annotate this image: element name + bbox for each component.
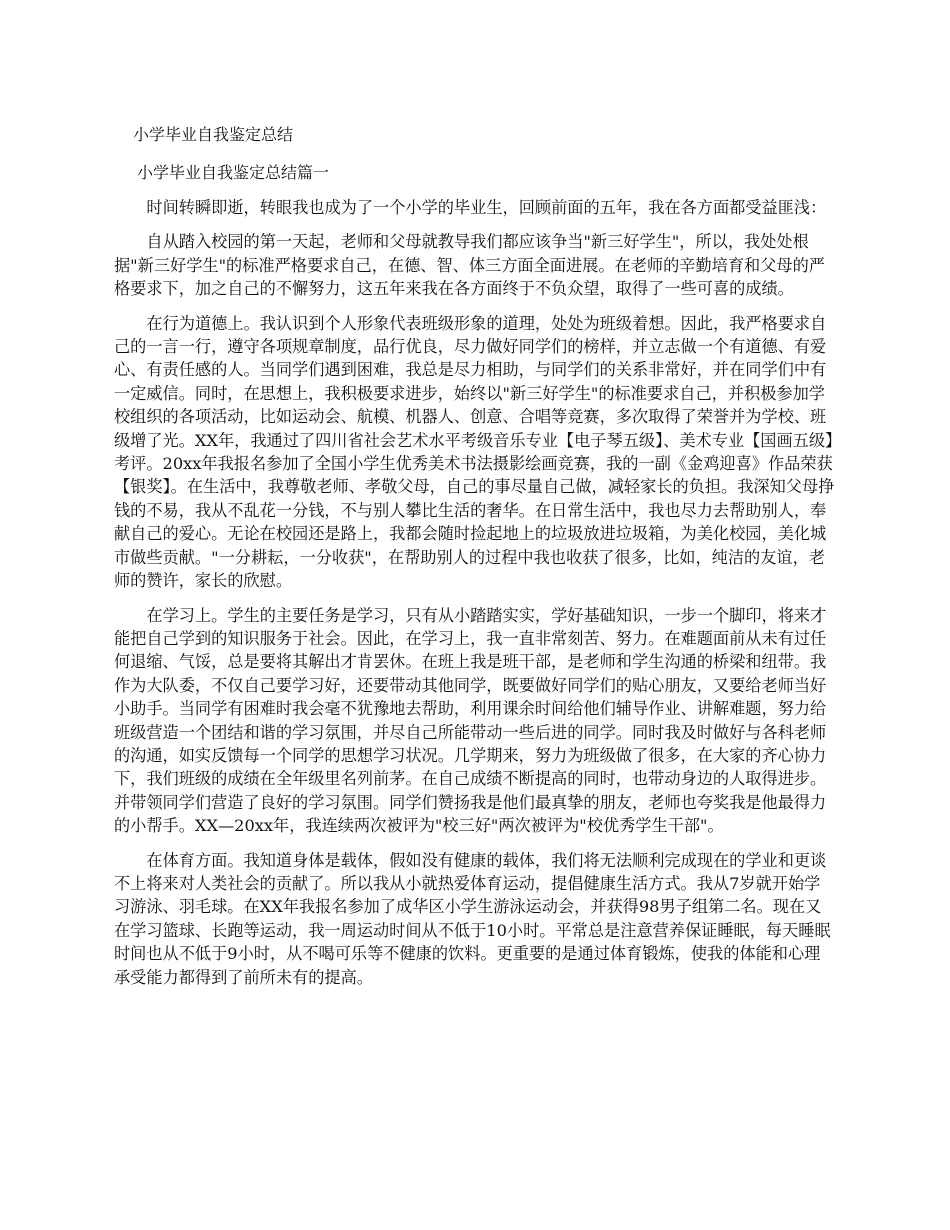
paragraph-study: 在学习上。学生的主要任务是学习，只有从小踏踏实实，学好基础知识，一步一个脚印，将来才能把自己学到的知识服务于社会。因此，在学习上，我一直非常刻苦、努力。在难题面前从未有过任何退缩、气馁，总是要将其解出才肯罢休。在班上我是班干部，是老师和学生沟通的桥梁和纽带。我作为大队委，不仅自己要学习好，还要带动其他同学，既要做好同学们的贴心朋友，又要给老师当好小助手。当同学有困难时我会毫不犹豫地去帮助，利用课余时间给他们辅导作业、讲解难题，努力给班级营造一个团结和谐的学习氛围，并尽自己所能带动一些后进的同学。同时我及时做好与各科老师的沟通，如实反馈每一个同学的思想学习状况。几学期来，努力为班级做了很多，在大家的齐心协力下，我们班级的成绩在全年级里名列前茅。在自己成绩不断提高的同时，也带动身边的人取得进步。并带领同学们营造了良好的学习氛围。同学们赞扬我是他们最真挚的朋友，老师也夸奖我是他最得力的小帮手。XX—20xx年，我连续两次被评为"校三好"两次被评为"校优秀学生干部"。 xyxy=(114,605,827,836)
paragraph-sports: 在体育方面。我知道身体是载体，假如没有健康的载体，我们将无法顺利完成现在的学业和更谈不上将来对人类社会的贡献了。所以我从小就热爱体育运动，提倡健康生活方式。我从7岁就开始学习游泳、羽毛球。在XX年我报名参加了成华区小学生游泳运动会，并获得98男子组第二名。现在又在学习篮球、长跑等运动，我一周运动时间从不低于10小时。平常总是注意营养保证睡眠，每天睡眠时间也从不低于9小时，从不喝可乐等不健康的饮料。更重要的是通过体育锻炼，使我的体能和心理承受能力都得到了前所未有的提高。 xyxy=(114,850,831,987)
paragraph-overview: 自从踏入校园的第一天起，老师和父母就教导我们都应该争当"新三好学生"，所以，我处处根据"新三好学生"的标准严格要求自己，在德、智、体三方面全面进展。在老师的辛勤培育和父母的严格要求下，加之自己的不懈努力，这五年来我在各方面终于不负众望，取得了一些可喜的成绩。 xyxy=(114,232,825,299)
paragraph-intro: 时间转瞬即逝，转眼我也成为了一个小学的毕业生，回顾前面的五年，我在各方面都受益匪浅： xyxy=(146,198,827,217)
document-subtitle: 小学毕业自我鉴定总结篇一 xyxy=(137,163,330,182)
paragraph-morality: 在行为道德上。我认识到个人形象代表班级形象的道理，处处为班级着想。因此，我严格要求自己的一言一行，遵守各项规章制度，品行优良，尽力做好同学们的榜样，并立志做一个有道德、有爱心、有责任感的人。当同学们遇到困难，我总是尽力相助，与同学们的关系非常好，并在同学们中有一定威信。同时，在思想上，我积极要求进步，始终以"新三好学生"的标准要求自己，并积极参加学校组织的各项活动，比如运动会、航模、机器人、创意、合唱等竞赛，多次取得了荣誉并为学校、班级增了光。XX年，我通过了四川省社会艺术水平考级音乐专业【电子琴五级】、美术专业【国画五级】考评。20xx年我报名参加了全国小学生优秀美术书法摄影绘画竞赛，我的一副《金鸡迎喜》作品荣获【银奖】。在生活中，我尊敬老师、孝敬父母，自己的事尽量自己做，减轻家长的负担。我深知父母挣钱的不易，我从不乱花一分钱，不与别人攀比生活的奢华。在日常生活中，我也尽力去帮助别人，奉献自己的爱心。无论在校园还是路上，我都会随时捡起地上的垃圾放进垃圾箱，为美化校园，美化城市做些贡献。"一分耕耘，一分收获"，在帮助别人的过程中我也收获了很多，比如，纯洁的友谊，老师的赞许，家长的欣慰。 xyxy=(114,313,835,591)
document-title: 小学毕业自我鉴定总结 xyxy=(133,125,294,144)
